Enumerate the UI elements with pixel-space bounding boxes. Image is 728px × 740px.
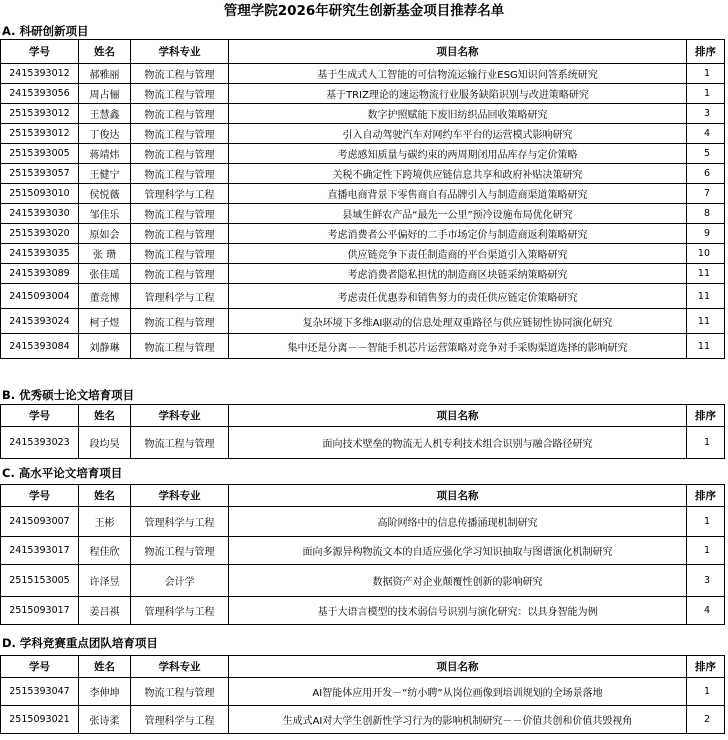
rank-cell: 11 xyxy=(687,334,725,359)
major-cell: 管理科学与工程 xyxy=(131,284,229,309)
student-id-cell: 2515153005 xyxy=(1,565,79,597)
header-project-name: 项目名称 xyxy=(229,485,687,507)
student-id-cell: 2415093007 xyxy=(1,507,79,537)
major-cell: 物流工程与管理 xyxy=(131,264,229,284)
rank-cell: 11 xyxy=(687,284,725,309)
table-row xyxy=(1,264,725,284)
rank-cell: 4 xyxy=(687,124,725,144)
header-name: 姓名 xyxy=(79,656,131,678)
table-row xyxy=(1,284,725,309)
student-name-cell: 段均昊 xyxy=(79,427,131,459)
student-id-cell: 2515393020 xyxy=(1,224,79,244)
project-name-cell: 复杂环境下多维AI驱动的信息处理双重路径与供应链韧性协同演化研究 xyxy=(229,309,687,334)
section-c-title: C. 高水平论文培育项目 xyxy=(2,466,123,480)
section-d xyxy=(0,636,728,740)
project-name-cell: 数字护照赋能下废旧纺织品回收策略研究 xyxy=(229,104,687,124)
table-row xyxy=(1,537,725,565)
section-c xyxy=(0,466,728,626)
major-cell: 物流工程与管理 xyxy=(131,309,229,334)
student-id-cell: 2515393057 xyxy=(1,164,79,184)
header-rank: 排序 xyxy=(687,40,725,64)
major-cell: 管理科学与工程 xyxy=(131,706,229,734)
major-cell: 物流工程与管理 xyxy=(131,64,229,84)
student-name-cell: 王健宁 xyxy=(79,164,131,184)
student-name-cell: 姜吕祺 xyxy=(79,597,131,625)
table-row xyxy=(1,309,725,334)
student-id-cell: 2515393005 xyxy=(1,144,79,164)
student-name-cell: 丁俊达 xyxy=(79,124,131,144)
rank-cell: 10 xyxy=(687,244,725,264)
major-cell: 管理科学与工程 xyxy=(131,507,229,537)
student-id-cell: 2515393012 xyxy=(1,104,79,124)
rank-cell: 2 xyxy=(687,706,725,734)
table-header-row xyxy=(1,656,725,678)
student-id-cell: 2415093004 xyxy=(1,284,79,309)
project-name-cell: 引入自动驾驶汽车对网约车平台的运营模式影响研究 xyxy=(229,124,687,144)
header-student-id: 学号 xyxy=(1,485,79,507)
major-cell: 会计学 xyxy=(131,565,229,597)
header-name: 姓名 xyxy=(79,485,131,507)
header-student-id: 学号 xyxy=(1,40,79,64)
student-name-cell: 董竞博 xyxy=(79,284,131,309)
rank-cell: 1 xyxy=(687,427,725,459)
section-a xyxy=(0,24,728,372)
student-name-cell: 侯悦薇 xyxy=(79,184,131,204)
student-name-cell: 原如会 xyxy=(79,224,131,244)
major-cell: 物流工程与管理 xyxy=(131,334,229,359)
table-row xyxy=(1,124,725,144)
rank-cell: 1 xyxy=(687,84,725,104)
rank-cell: 1 xyxy=(687,507,725,537)
project-name-cell: 县域生鲜农产品“最先一公里”预冷设施布局优化研究 xyxy=(229,204,687,224)
table-row xyxy=(1,706,725,734)
section-b xyxy=(0,388,728,460)
project-name-cell: 考虑责任优惠券和销售努力的责任供应链定价策略研究 xyxy=(229,284,687,309)
student-name-cell: 邹佳乐 xyxy=(79,204,131,224)
section-d-title: D. 学科竞赛重点团队培育项目 xyxy=(2,636,158,650)
student-id-cell: 2415393017 xyxy=(1,537,79,565)
student-id-cell: 2415393084 xyxy=(1,334,79,359)
header-project-name: 项目名称 xyxy=(229,405,687,427)
header-major: 学科专业 xyxy=(131,405,229,427)
major-cell: 物流工程与管理 xyxy=(131,678,229,706)
header-major: 学科专业 xyxy=(131,485,229,507)
project-name-cell: 考虑消费者隐私担忧的制造商区块链采纳策略研究 xyxy=(229,264,687,284)
project-name-cell: 生成式AI对大学生创新性学习行为的影响机制研究－－价值共创和价值共毁视角 xyxy=(229,706,687,734)
rank-cell: 9 xyxy=(687,224,725,244)
project-name-cell: 高阶网络中的信息传播涌现机制研究 xyxy=(229,507,687,537)
student-id-cell: 2415393030 xyxy=(1,204,79,224)
table-row xyxy=(1,104,725,124)
major-cell: 物流工程与管理 xyxy=(131,164,229,184)
rank-cell: 4 xyxy=(687,597,725,625)
major-cell: 物流工程与管理 xyxy=(131,244,229,264)
student-name-cell: 程佳欣 xyxy=(79,537,131,565)
rank-cell: 3 xyxy=(687,104,725,124)
table-row xyxy=(1,84,725,104)
student-name-cell: 李伸坤 xyxy=(79,678,131,706)
major-cell: 物流工程与管理 xyxy=(131,224,229,244)
header-name: 姓名 xyxy=(79,405,131,427)
table-row xyxy=(1,678,725,706)
section-a-table xyxy=(0,39,725,359)
project-name-cell: AI智能体应用开发－“纺小聘”从岗位画像到培训规划的全场景落地 xyxy=(229,678,687,706)
student-id-cell: 2415393056 xyxy=(1,84,79,104)
table-row xyxy=(1,204,725,224)
rank-cell: 7 xyxy=(687,184,725,204)
student-id-cell: 2415393089 xyxy=(1,264,79,284)
student-name-cell: 周占俪 xyxy=(79,84,131,104)
project-name-cell: 考虑感知质量与碳约束的两周期闭用品库存与定价策略 xyxy=(229,144,687,164)
project-name-cell: 数据资产对企业颠覆性创新的影响研究 xyxy=(229,565,687,597)
major-cell: 物流工程与管理 xyxy=(131,144,229,164)
document-title: 管理学院2026年研究生创新基金项目推荐名单 xyxy=(223,3,505,19)
project-name-cell: 基于大语言模型的技术弱信号识别与演化研究：以具身智能为例 xyxy=(229,597,687,625)
project-name-cell: 关税不确定性下跨境供应链信息共享和政府补贴决策研究 xyxy=(229,164,687,184)
major-cell: 物流工程与管理 xyxy=(131,427,229,459)
header-rank: 排序 xyxy=(687,405,725,427)
project-name-cell: 直播电商背景下零售商自有品牌引入与制造商渠道策略研究 xyxy=(229,184,687,204)
project-name-cell: 考虑消费者公平偏好的二手市场定价与制造商返利策略研究 xyxy=(229,224,687,244)
rank-cell: 11 xyxy=(687,264,725,284)
rank-cell: 8 xyxy=(687,204,725,224)
rank-cell: 1 xyxy=(687,537,725,565)
rank-cell: 3 xyxy=(687,565,725,597)
project-name-cell: 面向多源异构物流文本的自适应强化学习知识抽取与图谱演化机制研究 xyxy=(229,537,687,565)
header-student-id: 学号 xyxy=(1,405,79,427)
student-name-cell: 刘静琳 xyxy=(79,334,131,359)
project-name-cell: 基于生成式人工智能的可信物流运输行业ESG知识问答系统研究 xyxy=(229,64,687,84)
major-cell: 物流工程与管理 xyxy=(131,84,229,104)
header-rank: 排序 xyxy=(687,485,725,507)
table-header-row xyxy=(1,485,725,507)
student-id-cell: 2515393012 xyxy=(1,124,79,144)
table-row xyxy=(1,164,725,184)
table-row xyxy=(1,64,725,84)
table-header-row xyxy=(1,40,725,64)
rank-cell: 1 xyxy=(687,64,725,84)
header-name: 姓名 xyxy=(79,40,131,64)
table-row xyxy=(1,507,725,537)
header-major: 学科专业 xyxy=(131,656,229,678)
student-name-cell: 蒋靖炜 xyxy=(79,144,131,164)
student-name-cell: 许泽昱 xyxy=(79,565,131,597)
student-name-cell: 张 瓒 xyxy=(79,244,131,264)
section-b-title: B. 优秀硕士论文培育项目 xyxy=(2,388,135,402)
project-name-cell: 基于TRIZ理论的速运物流行业服务缺陷识别与改进策略研究 xyxy=(229,84,687,104)
rank-cell: 5 xyxy=(687,144,725,164)
student-id-cell: 2415393024 xyxy=(1,309,79,334)
student-id-cell: 2415393023 xyxy=(1,427,79,459)
major-cell: 物流工程与管理 xyxy=(131,537,229,565)
table-row xyxy=(1,565,725,597)
student-name-cell: 张佳瑶 xyxy=(79,264,131,284)
section-b-table xyxy=(0,404,725,459)
header-rank: 排序 xyxy=(687,656,725,678)
header-project-name: 项目名称 xyxy=(229,40,687,64)
table-row xyxy=(1,244,725,264)
project-name-cell: 面向技术壁垒的物流无人机专利技术组合识别与融合路径研究 xyxy=(229,427,687,459)
table-row xyxy=(1,184,725,204)
student-id-cell: 2515393047 xyxy=(1,678,79,706)
student-id-cell: 2415393012 xyxy=(1,64,79,84)
student-name-cell: 郝雅丽 xyxy=(79,64,131,84)
student-name-cell: 柯子煜 xyxy=(79,309,131,334)
header-student-id: 学号 xyxy=(1,656,79,678)
major-cell: 物流工程与管理 xyxy=(131,204,229,224)
header-project-name: 项目名称 xyxy=(229,656,687,678)
section-a-title: A. 科研创新项目 xyxy=(2,24,89,38)
rank-cell: 1 xyxy=(687,678,725,706)
table-row xyxy=(1,224,725,244)
student-id-cell: 2415393035 xyxy=(1,244,79,264)
rank-cell: 6 xyxy=(687,164,725,184)
student-id-cell: 2515093017 xyxy=(1,597,79,625)
project-name-cell: 供应链竞争下责任制造商的平台渠道引入策略研究 xyxy=(229,244,687,264)
table-header-row xyxy=(1,405,725,427)
major-cell: 物流工程与管理 xyxy=(131,124,229,144)
table-row xyxy=(1,334,725,359)
student-name-cell: 王彬 xyxy=(79,507,131,537)
student-id-cell: 2515093021 xyxy=(1,706,79,734)
table-row xyxy=(1,597,725,625)
student-id-cell: 2515093010 xyxy=(1,184,79,204)
student-name-cell: 张诗柔 xyxy=(79,706,131,734)
section-c-table xyxy=(0,484,725,625)
major-cell: 物流工程与管理 xyxy=(131,104,229,124)
major-cell: 管理科学与工程 xyxy=(131,184,229,204)
table-row xyxy=(1,427,725,459)
section-d-table xyxy=(0,655,725,734)
student-name-cell: 王慧鑫 xyxy=(79,104,131,124)
rank-cell: 11 xyxy=(687,309,725,334)
table-row xyxy=(1,144,725,164)
major-cell: 管理科学与工程 xyxy=(131,597,229,625)
project-name-cell: 集中还是分离－－智能手机芯片运营策略对竞争对手采购渠道选择的影响研究 xyxy=(229,334,687,359)
header-major: 学科专业 xyxy=(131,40,229,64)
